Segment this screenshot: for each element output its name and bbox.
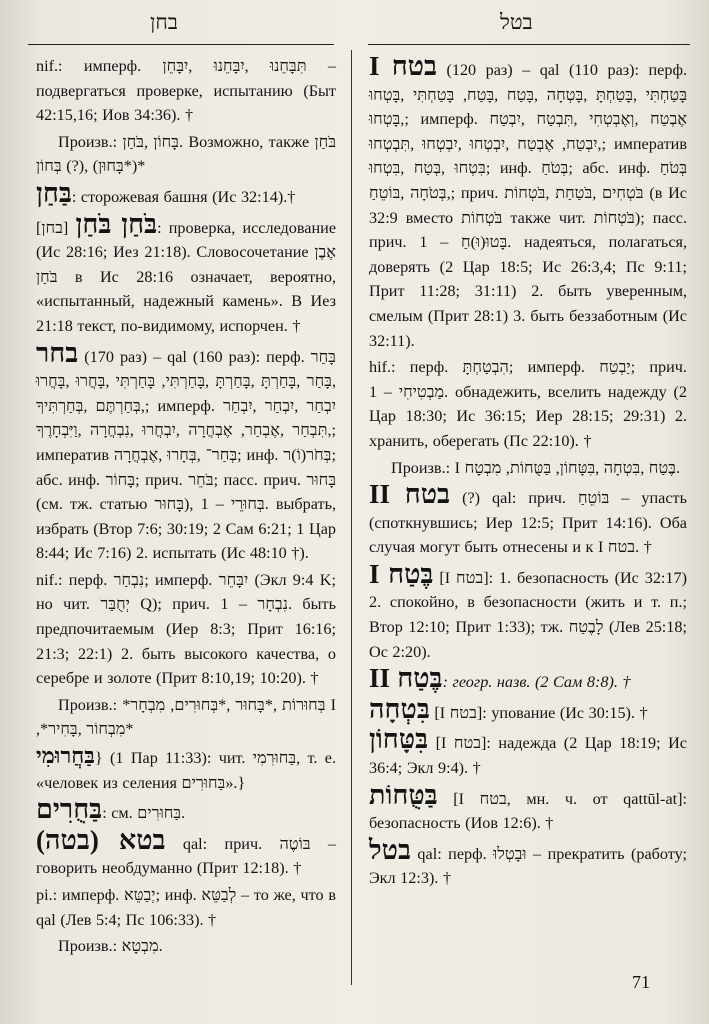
- entry-headword: בִּטְחָה: [369, 693, 430, 724]
- entry-headword: בַּחֻרִים: [36, 794, 103, 825]
- entry-paragraph: pi.: имперф. יְבַטֵּא; инф. לְבַטֵּא – то же, что в qal (Лев 5:4; Пс 106:33). †: [36, 886, 337, 929]
- entry-paragraph: hif.: перф. הִבְטַחְתָּ; имперф. יַבְטַח; прич. מַבְטִיחִי – 1. обнадежить, вселить надежду (2 Цар 18:30; Ис 36:15; Иер 28:15; 29:31) 2. хранить, оберегать (Пс 22:10). †: [369, 358, 687, 450]
- entry-headword: בַּחֲרוּמִי: [36, 743, 95, 769]
- derivatives-line: Произв.: I בֶּטַח ,בִּטְחָה ,בִּטָּחוֹן, בַּטֻּחוֹת, מִבְטָח.: [391, 458, 681, 477]
- dictionary-entry: [36, 744, 336, 795]
- entry-body: : сторожевая башня (Ис 32:14).†: [71, 187, 296, 206]
- dictionary-entry: [36, 337, 337, 566]
- entry-body: [בחן]: проверка, исследование (Ис 28:16; Иез 21:18). Словосочетание אֶבֶן בֹּחַן в Ис 28:16 означает, вероятно, «испытанный, надежный камень». В Иез 21:18 текст, по-видимому, испорчен. †: [36, 218, 336, 335]
- column-divider: [351, 50, 352, 985]
- entry-headword: I בֶּטַח: [369, 558, 434, 589]
- entry-body: : см. בַּחוּרִים.: [102, 804, 186, 823]
- dictionary-entry: [369, 558, 688, 664]
- entry-headword: בַּחַן: [36, 177, 72, 208]
- entry-body: [I בטח]: надежда (2 Цар 18:19; Ис 36:4; Экл 9:4). †: [369, 734, 687, 778]
- dictionary-entry: [369, 663, 687, 695]
- dictionary-entry: [369, 779, 688, 836]
- entry-paragraph: nif.: имперф. תִּבָּחֵנוּ ,יִבָּחֵנוּ ,יִבָּחֵן – подвергаться проверке, испытанию (Быт 42:15,16; Иов 34:36). †: [36, 57, 337, 125]
- entry-paragraph: nif.: перф. נִבְחַר; имперф. יִבָּחֵר (Экл 9:4 K; но чит. יְחֻבַּר Q); прич. נִבְחָר – 1. быть предпочитаемым (Иер 8:3; Прит 16:16; 21:3; 22:1) 2. быть высокого качества, о серебре и золоте (Прит 8:10,19; 10:20). †: [36, 570, 337, 688]
- dictionary-entry: [369, 724, 687, 780]
- entry-headword: בַּטֻּחוֹת: [369, 779, 438, 810]
- entry-headword: II בטח: [369, 479, 451, 510]
- dictionary-entry: [369, 51, 688, 353]
- entry-body: qal: перф. וּבָטְלוּ – прекратить (работу; Экл 12:3). †: [369, 844, 687, 888]
- entry-headword: בטל: [369, 834, 411, 865]
- entry-body: (170 раз) – qal (160 раз): перф. בָּחַר ,בָּחַר ,בָּחַרְתָּ ,בָּחַרְתָּ ,בָּחַרְתִּי, בָּחַרְתִּי ,בָּחֲרוּ ,בָּחֲרוּ ,בְּחַרְתֶּם ,בְּחַרְתִּיךָ; имперф. יִבְחַר ,יִבְחַר ,יִבְחַר ,תִּבְחַר ,אֶבְחַר, אֶבְחֲרָה ,יִבְחֲרוּ ,נִבְחֲרָה ,וַיִּבְחָרֶךָ; императив בְּחַר־ ,בְּחָרוּ ,אֶבְחֲרָה; инф. בְּחֹר(וֹ)ר; абс. инф. בָּחוֹר; прич. בֹּחֵר; пасс. прич. בָּחוּר (см. тж. статью בָּחוּר), בְּחוּרֵי – 1. выбрать, избрать (Втор 7:6; 30:19; 2 Сам 6:21; 1 Цар 8:44; Ис 7:16) 2. испытать (Ис 48:10 †).: [36, 347, 337, 563]
- right-column: [369, 51, 688, 893]
- dictionary-entry: [369, 834, 687, 891]
- derivatives-line: Произв.: *בְּחוּרוֹת ,*בָּחוּר ,*בְּחוּרִים, מִבְחָר I ,*מִבְחוֹר ,בָּחִיר*: [36, 695, 337, 739]
- entry-body: } (1 Пар 11:33): чит. בַּחוּרִמִי, т. е. «человек из селения בַּחוּרִים».}: [36, 749, 336, 792]
- dictionary-entry: [36, 794, 336, 826]
- running-head-right: בטל: [500, 10, 533, 34]
- entry-body: : геогр. назв. (2 Сам 8:8). †: [442, 673, 631, 692]
- entry-headword: בִּטָּחוֹן: [369, 724, 429, 755]
- entry-body: [I בטח]: упование (Ис 30:15). †: [429, 703, 648, 722]
- entry-headword: I בטח: [369, 51, 437, 81]
- entry-headword: בֹּחַן בֹּחַן: [75, 208, 158, 239]
- entry-headword: בטא (בטה): [36, 824, 166, 855]
- entry-headword: בחר: [36, 337, 79, 368]
- dictionary-entry: [369, 479, 687, 560]
- header-rule-right: [368, 44, 690, 45]
- derivatives-line: Произв.: מִבְטָא.: [58, 937, 163, 956]
- header-rule-left: [28, 44, 334, 45]
- entry-body: (?) qal: прич. בּוֹטֵחַ – упасть (споткнувшись; Иер 12:5; Прит 14:16). Оба случая могут быть отнесены и к I בטח. †: [369, 489, 687, 557]
- dictionary-entry: [369, 693, 687, 726]
- entry-body: [I בטח, мн. ч. от qattūl-at]: безопасность (Иов 12:6). †: [369, 789, 688, 833]
- running-head-left: בחן: [150, 10, 178, 34]
- dictionary-entry: [36, 208, 336, 339]
- dictionary-entry: [36, 177, 336, 210]
- dictionary-entry: [36, 824, 336, 881]
- page-number: 71: [632, 972, 650, 992]
- left-column: [36, 54, 336, 961]
- entry-body: (120 раз) – qal (110 раз): перф. בָּטַחְתִּי ,בָּטַחְתָּ ,בָּטְחָה ,בָּטַח ,בָּטַח, בָּטַחְתִּי ,בָּטְחוּ ,בָּטְחוּ; имперф. אֶבְטַח ,וְאֶבְטְחִי ,תִּבְטַח ,יִבְטַח ,יִבְטַח, אֶבְטַח ,יִבְטְחוּ ,יִבְטְחוּ ,תִּבְטְחוּ; императив בִּטְחוּ ,בְּטַח ,בִּטְחוּ; инф. בְּטֹחַ; абс. инф. בְּטֹחַ ,בְּטֹחָה ,בּוֹטֵחַ; прич. בֹּטְחִים ,בֹּטַחַת ,בֹּטְחוֹת (в Ис 32:9 вместо בֹּטְחוֹת также чит. בֹּטְחוֹת); пасс. прич. בָּטוּ(וּ)חַ – 1. надеяться, полагаться, доверять (2 Цар 18:5; Ис 26:3,4; Пс 9:11; Прит 11:28; 31:11) 2. быть уверенным, смелым (Прит 28:1) 3. быть беззаботным (Ис 32:11).: [369, 61, 688, 350]
- entry-body: [I בטח]: 1. безопасность (Ис 32:17) 2. спокойно, в безопасности (жить и т. п.; Втор 12:10; Прит 1:33); тж. לָבֶטַח (Лев 25:18; Ос 2:20).: [369, 568, 688, 661]
- derivatives-line: Произв.: בָּחוֹן ,בֹּחַן. Возможно, также בֹּחַן (*בָּחוּן) ,(?) בְּחוֹן*: [36, 132, 336, 176]
- entry-headword: II בֶּטַח: [369, 663, 443, 694]
- entry-body: qal: прич. בּוֹטֶה – говорить необдуманно (Прит 12:18). †: [36, 834, 336, 878]
